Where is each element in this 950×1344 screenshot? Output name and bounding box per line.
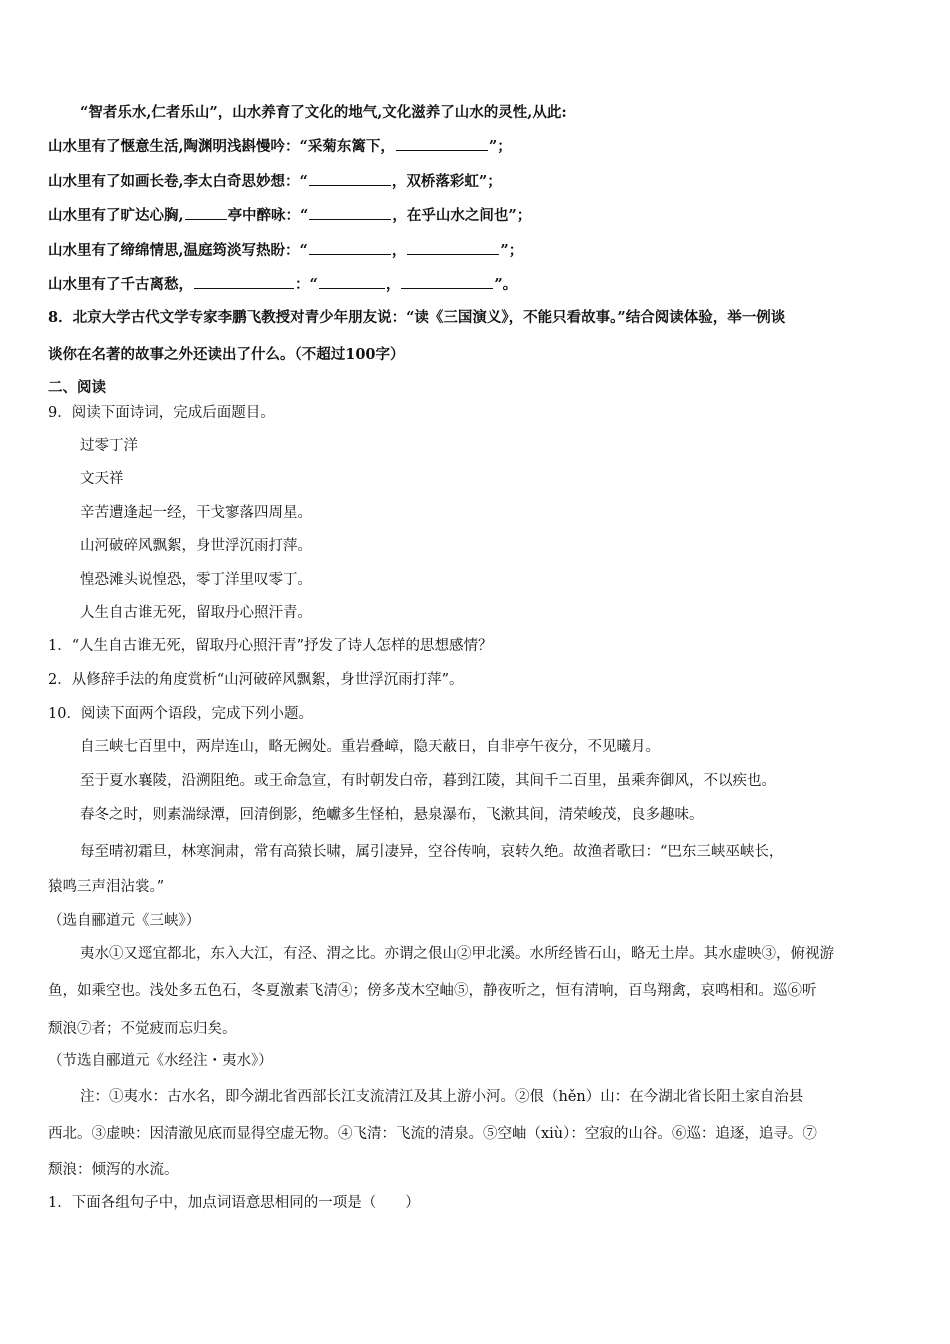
fill-line-2: [48, 171, 908, 192]
fill-line-5-end: ”。: [494, 276, 518, 293]
fill-line-4-text: 山水里有了缔绵情思,温庭筠淡写热盼：“: [48, 242, 308, 259]
question-8-line-2: 谈你在名著的故事之外还读出了什么。（不超过100字）: [48, 346, 405, 363]
passage-2-line-2: 鱼，如乘空也。浅处多五色石，冬夏激素飞清④；傍多茂木空岫⑤，静夜听之，恒有清响，百鸟翔禽，哀鸣相和。巡⑥听: [48, 983, 817, 999]
passage-1-para-4-cont: 猿鸣三声泪沾裳。”: [48, 879, 165, 895]
passage-1-para-3: 春冬之时，则素湍绿潭，回清倒影，绝巘多生怪柏，悬泉瀑布，飞漱其间，清荣峻茂，良多趣味。: [80, 807, 704, 823]
passage-1-para-4: 每至晴初霜旦，林寒涧肃，常有高猿长啸，属引凄异，空谷传响，哀转久绝。故渔者歌曰：“巴东三峡巫峡长，: [80, 844, 784, 860]
fill-line-5-sep: ，: [385, 276, 401, 293]
answer-blank[interactable]: [319, 274, 385, 289]
fill-line-4-sep: ，: [391, 242, 407, 259]
question-9-intro: 9．阅读下面诗词，完成后面题目。: [48, 405, 275, 421]
answer-blank[interactable]: [309, 171, 391, 186]
question-9-sub-2: 2．从修辞手法的角度赏析“山河破碎风飘絮，身世浮沉雨打萍”。: [48, 672, 464, 688]
section-heading: 二、阅读: [48, 379, 106, 396]
answer-blank[interactable]: [185, 205, 227, 220]
fill-line-3-text: 山水里有了旷达心胸,: [48, 207, 184, 224]
answer-blank[interactable]: [194, 274, 294, 289]
answer-blank[interactable]: [309, 240, 391, 255]
answer-blank[interactable]: [401, 274, 493, 289]
notes-line-3: 颓浪：倾泻的水流。: [48, 1162, 179, 1178]
fill-line-1-text: 山水里有了惬意生活,陶渊明浅斟慢吟：“采菊东篱下，: [48, 138, 395, 155]
question-10-sub-1: 1．下面各组句子中，加点词语意思相同的一项是（ ）: [48, 1195, 420, 1211]
poem-line: 辛苦遭逢起一经，干戈寥落四周星。: [80, 505, 312, 521]
answer-blank[interactable]: [407, 240, 499, 255]
question-10-intro: 10．阅读下面两个语段，完成下列小题。: [48, 706, 313, 722]
fill-line-5: [48, 274, 908, 295]
fill-line-2-end: ，双桥落彩虹”；: [391, 173, 502, 190]
intro-line: “智者乐水,仁者乐山”，山水养育了文化的地气,文化滋养了山水的灵性,从此:: [80, 104, 567, 121]
notes-line-2: 西北。③虚映：因清澈见底而显得空虚无物。④飞清：飞流的清泉。⑤空岫（xiù）：空寂的山谷。⑥巡：追逐，追寻。⑦: [48, 1126, 817, 1142]
fill-line-4: [48, 240, 908, 261]
notes-line-1: 注：①夷水：古水名，即今湖北省西部长江支流清江及其上游小河。②佷（hěn）山：在今湖北省长阳土家自治县: [80, 1089, 804, 1105]
answer-blank[interactable]: [396, 136, 488, 151]
fill-line-5-text: 山水里有了千古离愁，: [48, 276, 193, 293]
passage-1-para-2: 至于夏水襄陵，沿溯阻绝。或王命急宣，有时朝发白帝，暮到江陵，其间千二百里，虽乘奔御风，不以疾也。: [80, 773, 776, 789]
fill-line-3: [48, 205, 908, 226]
answer-blank[interactable]: [309, 205, 391, 220]
poem-line: 惶恐滩头说惶恐，零丁洋里叹零丁。: [80, 572, 312, 588]
fill-line-3-mid: 亭中醉咏：“: [227, 207, 309, 224]
fill-line-3-end: ，在乎山水之间也”；: [392, 207, 532, 224]
poem-line: 山河破碎风飘絮，身世浮沉雨打萍。: [80, 538, 312, 554]
fill-line-1: [48, 136, 908, 157]
poem-line: 人生自古谁无死，留取丹心照汗青。: [80, 605, 312, 621]
passage-2-line-1: 夷水①又逕宜都北，东入大江，有泾、渭之比。亦谓之佷山②甲北溪。水所经皆石山，略无土岸。其水虚映③，俯视游: [80, 946, 834, 962]
fill-line-1-end: ”；: [488, 138, 512, 155]
fill-line-4-end: ”；: [500, 242, 524, 259]
fill-line-2-text: 山水里有了如画长卷,李太白奇思妙想：“: [48, 173, 308, 190]
fill-line-5-mid: ：“: [295, 276, 318, 293]
passage-2-source: （节选自郦道元《水经注・夷水》）: [48, 1053, 273, 1069]
passage-2-line-3: 颓浪⑦者；不觉疲而忘归矣。: [48, 1021, 237, 1037]
poem-author: 文天祥: [80, 471, 124, 487]
passage-1-source: （选自郦道元《三峡》）: [48, 913, 201, 929]
passage-1-para-1: 自三峡七百里中，两岸连山，略无阙处。重岩叠嶂，隐天蔽日，自非亭午夜分，不见曦月。: [80, 739, 660, 755]
poem-title: 过零丁洋: [80, 438, 138, 454]
question-9-sub-1: 1．“人生自古谁无死，留取丹心照汗青”抒发了诗人怎样的思想感情？: [48, 638, 493, 654]
question-8-line-1: 8．北京大学古代文学专家李鹏飞教授对青少年朋友说：“读《三国演义》，不能只看故事。”结合阅读体验，举一例谈: [48, 309, 786, 326]
